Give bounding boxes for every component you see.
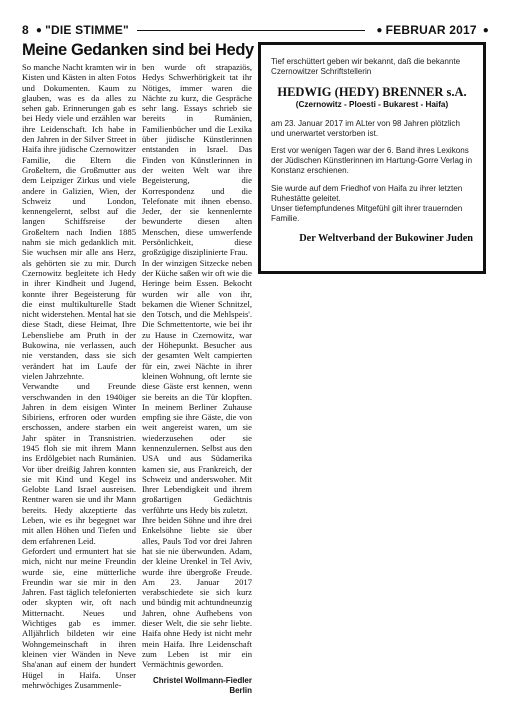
page-header <box>22 22 492 38</box>
paragraph: Ihre beiden Söhne und ihre drei Enkelsöhne liebte sie über alles, Pauls Tod vor drei Jahren hat sie nie überwunden. Adam, der kleine Urenkel in Tel Aviv, wurde ihre übergroße Freude. Am 23. Januar 2017 verabschiedete sie sich kurz und bündig mit achtundneunzig Jahren, ohne Aufhebens von dieser Welt, die sie sehr liebte. Haifa ohne Hedy ist nicht mehr mein Haifa. Ihre Leidenschaft zum Leben ist mir ein Vermächtnis geworden. <box>142 515 252 670</box>
article-column-1 <box>22 62 136 690</box>
paragraph: In der winzigen Sitzecke neben der Küche saßen wir oft wie die Heringe beim Essen. Bekocht wurden wir alle von ihr, bekamen die Wiener Schnitzel, den Totsch, und die Mehlspeis'. Die Schmettentorte, wie bei ihr zu Hause in Czernowitz, war der Höhepunkt. Besucher aus der gesamten Welt campierten für ein, zwei Nächte in ihrer kleinen Wohnung, oft lernte sie diese Gäste erst kennen, wenn sie bereits an die Tür klopften. In meinem Berliner Zuhause empfing sie ihre Gäste, die von weit angereist waren, um sie wiederzusehen oder sie kennenzulernen. Selbst aus den USA und aus Südamerika kamen sie, aus Frankreich, der Schweiz und anderswoher. Mit Ihrer Lebendigkeit und ihrem großartigen Gedächtnis verführte uns Hedy bis zuletzt. <box>142 257 252 515</box>
author-name: Christel Wollmann-Fiedler <box>153 676 252 685</box>
paragraph: ben wurde oft strapaziös, Hedys Schwerhörigkeit tat ihr Nötiges, immer waren die Nächte zu kurz, die Gespräche sehr lang. Essays schrieb sie bereits in Rumänien, Familienbücher und die Lexika über jüdische Künstlerinnen entstanden in Israel. Das Finden von Künstlerinnen in der weiten Welt war ihre Begeisterung, die Korrespondenz und die Telefonate mit ihnen ebenso. Jeder, der sie kennenlernte bewunderte diesen alten Menschen, diese umwerfende Persönlichkeit, diese großzügige disziplinierte Frau. <box>142 62 252 258</box>
author-city: Berlin <box>229 686 252 695</box>
issue-date: FEBRUAR 2017 <box>385 23 477 37</box>
newspaper-name: "DIE STIMME" <box>45 23 129 37</box>
article-signature <box>142 676 252 696</box>
obituary-box <box>258 42 486 274</box>
bullet-icon: ● <box>376 24 383 36</box>
article-title: Meine Gedanken sind bei Hedy <box>22 41 254 59</box>
obituary-intro: Tief erschüttert geben wir bekannt, daß die bekannte Czernowitzer Schriftstellerin <box>271 57 461 77</box>
header-rule <box>137 30 366 31</box>
deceased-name: HEDWIG (HEDY) BRENNER s.A. <box>277 85 467 100</box>
obituary-text: Sie wurde auf dem Friedhof von Haifa zu ihrer letzten Ruhestätte geleitet. <box>271 183 463 203</box>
bullet-icon: ● <box>35 24 43 36</box>
paragraph: Gefordert und ermuntert hat sie mich, nicht nur meine Freundin wurde sie, eine mütterliche Freundin war sie mir in den Jahren. Fast täglich telefonierten oder skypten wir, oft nach Mitternacht. Neues und Wichtiges gab es immer. Alljährlich bildeten wir eine Wohngemeinschaft in ihren kleinen vier Wänden in Neve Sha'anan auf einem der hundert Hügel in Haifa. Unser mehrwöchiges Zusammenle- <box>22 545 136 690</box>
paragraph: Verwandte und Freunde verschwanden in den 1940iger Jahren in dem eisigen Winter Sibiriens, erfroren oder wurden erschossen, andere starben ein Jahr später in Transnistrien. 1945 floh sie mit ihrem Mann ins Erdölgebiet nach Rumänien. Vor über dreißig Jahren konnten sie mit Kind und Kegel ins Gelobte Land Israel ausreisen. Rentner waren sie und ihr Mann bereits. Hedy akzeptierte das Leben, wie es ihr begegnet war mit allen Höhen und Tiefen und dem erfahrenen Leid. <box>22 381 136 546</box>
bullet-icon: ● <box>482 24 489 36</box>
obituary-text: Unser tiefempfundenes Mitgefühl gilt ihrer trauernden Familie. <box>271 204 463 224</box>
article-column-2 <box>142 62 252 670</box>
obituary-organization: Der Weltverband der Bukowiner Juden <box>299 233 473 245</box>
obituary-date: am 23. Januar 2017 im ALter von 98 Jahren plötzlich und unerwartet verstorben ist. <box>271 118 460 138</box>
paragraph: So manche Nacht kramten wir in Kisten und Kästen in alten Fotos und Dokumenten. Kaum zu glauben, was es da alles zu sehen gab. Erinnerungen gab es bei Hedy viele und erzählen war ihre Leidenschaft. Ich habe in den Jahren in der Silver Street in Haifa ihre jüdische Czernowitzer Familie, die Eltern die Großeltern, die Großmutter aus dem Leipziger Zirkus und viele andere in Galizien, Wien, der Schweiz und London, kennengelernt, selbst auf die langen Schiffsreise der Großeltern nach Indien 1885 nahm sie mich gedanklich mit. Sie wuchsen mir alle ans Herz, als gehörten sie zu mir. Durch Czernowitz begleitete ich Hedy in ihrer Kindheit und Jugend, konnte ihrer Begeisterung für die einst multikulturelle Stadt nicht widerstehen. Mental hat sie diese Stadt, diese Heimat, Ihre Lebensliebe am Pruth in der Bukowina, nie verlassen, auch nie verstanden, dass sie sich verändert hat im Laufe der vielen Jahrzehnte. <box>22 62 136 381</box>
page-number: 8 <box>22 23 29 37</box>
obituary-text: Erst vor wenigen Tagen war der 6. Band ihres Lexikons der Jüdischen Künstlerinnen im Hartung-Gorre Verlag in Konstanz erschienen. <box>271 146 473 176</box>
deceased-cities: (Czernowitz - Ploesti - Bukarest - Haifa) <box>295 100 449 110</box>
